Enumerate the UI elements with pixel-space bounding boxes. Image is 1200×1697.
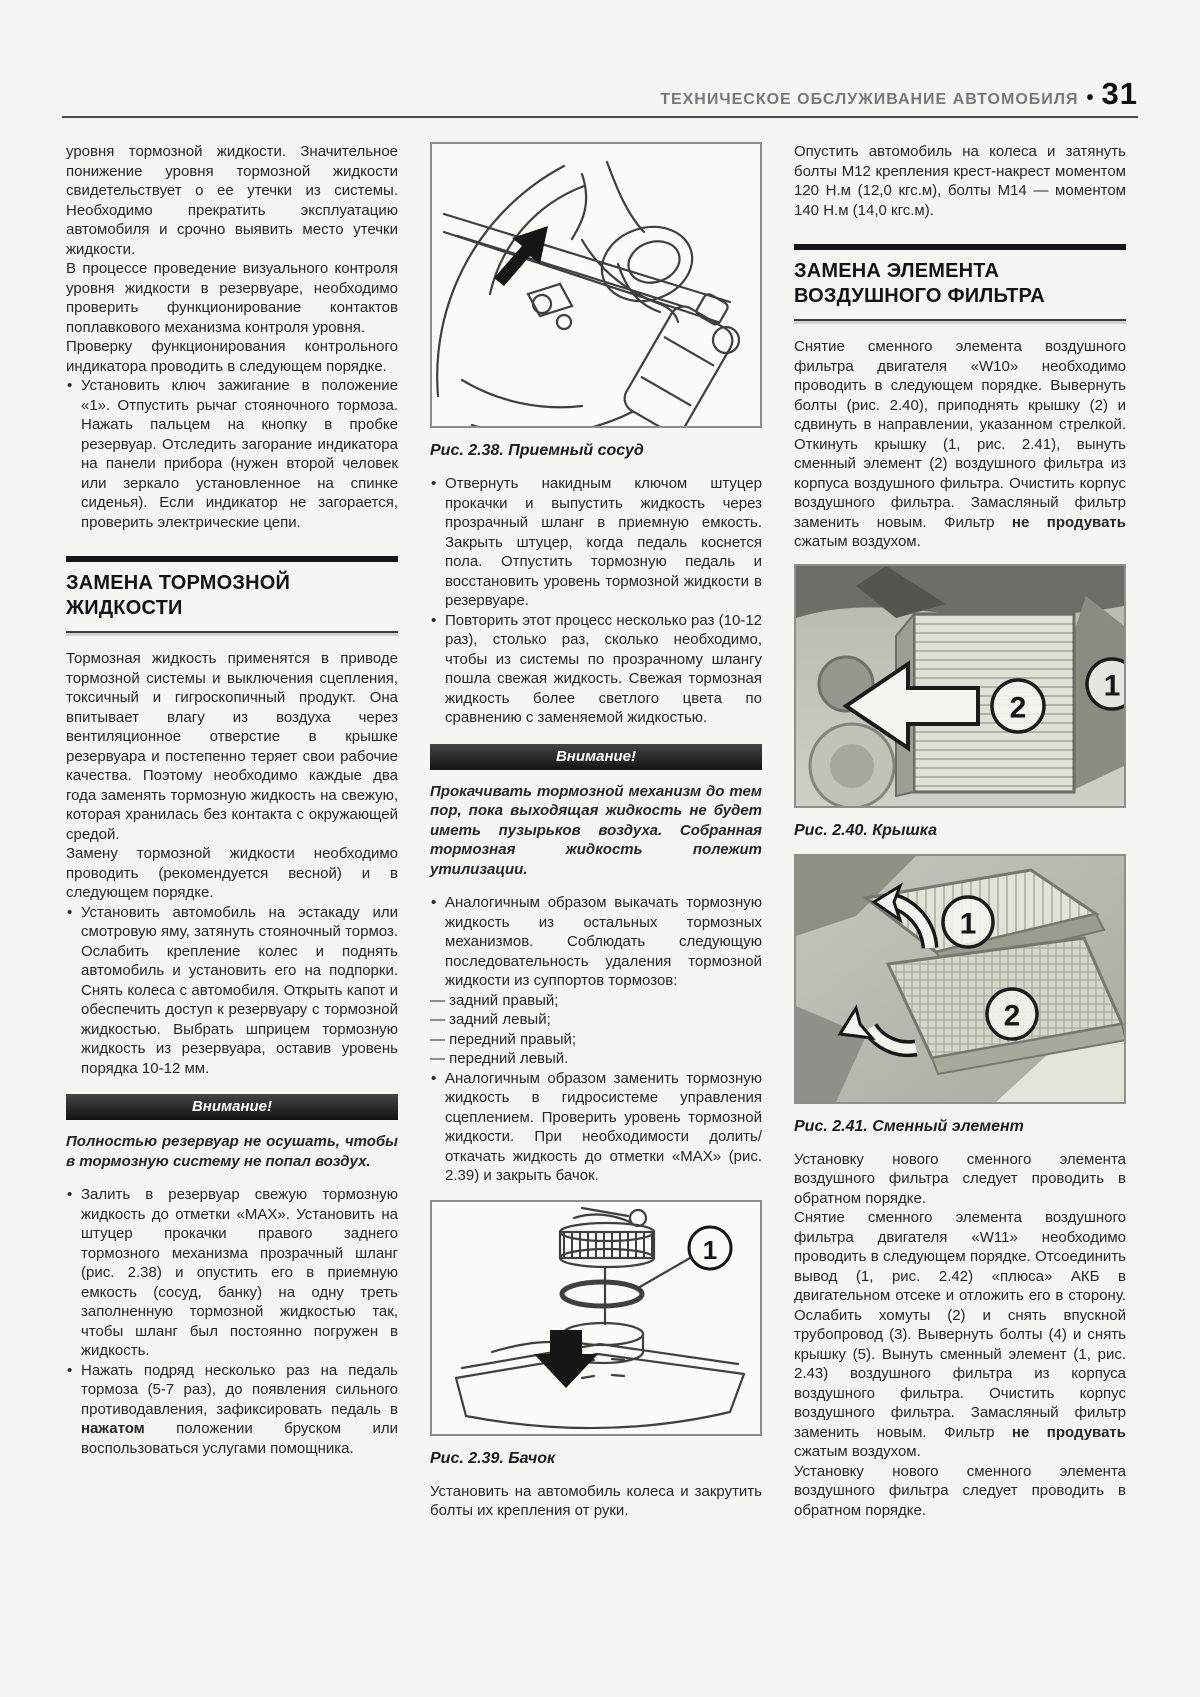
list-item: • Установить автомобиль на эстакаду или смотровую яму, затянуть стояночный тормоз. Ослабить крепление колес и поднять автомобиль и установить его на подпорки. Снять колеса с автомобиля. Открыть капот и обеспечить доступ к резервуару с тормозной жидкостью. Выбрать шприцем тормозную жидкость из резервуара, оставив уровень порядка 10-12 мм. <box>66 903 398 1079</box>
text-run: Снятие сменного элемента воздушного фильтра двигателя «W11» необходимо проводить в следующем порядке. Отсоединить вывод (1, рис. 2.42) «плюса» АКБ в двигательном отсеке и отложить его в сторону. Ослабить хомуты (2) и снять впускной трубопровод (3). Вывернуть болты (4) и снять крышку (5). Вынуть сменный элемент (1, рис. 2.43) воздушного фильтра из корпуса воздушного фильтра. Очистить корпус воздушного фильтра. Замасляный фильтр заменить новым. Фильтр <box>794 1209 1126 1441</box>
attention-text: Полностью резервуар не осушать, чтобы в тормозную систему не попал воздух. <box>66 1133 398 1170</box>
list-item: • Аналогичным образом заменить тормозную жидкость в гидросистеме управления сцеплением. Проверить уровень тормозной жидкости. При необходимости долить/откачать жидкость до отметки «MAX» (рис. 2.39) и закрыть бачок. <box>430 1069 762 1186</box>
svg-text:1: 1 <box>702 1234 718 1265</box>
figure-2-40-box <box>794 564 1126 808</box>
figure-2-39-caption: Рис. 2.39. Бачок <box>430 1449 556 1467</box>
callout-1-badge <box>689 1227 731 1269</box>
column-right <box>794 142 1126 1521</box>
attention-bar: Внимание! <box>66 1094 398 1120</box>
attention-text: Прокачивать тормозной механизм до тем пор, пока выходящая жидкость не будет иметь пузырьков воздуха. Собранная тормозная жидкость полежит утилизации. <box>430 782 762 878</box>
paragraph <box>794 337 1126 552</box>
list-item: • Отвернуть накидным ключом штуцер прокачки и выпустить жидкость через прозрачный шланг в приемную емкость. Закрыть штуцер, когда педаль коснется пола. Отпустить тормозную педаль и восстановить уровень тормозной жидкости в резервуаре. <box>430 474 762 611</box>
figure-2-40-caption: Рис. 2.40. Крышка <box>794 821 937 839</box>
callout-2-badge <box>987 989 1037 1039</box>
figure-2-38-caption: Рис. 2.38. Приемный сосуд <box>430 442 644 459</box>
dash-list-item: — задний левый; <box>430 1011 551 1029</box>
text-run: Нажать подряд несколько раз на педаль тормоза (5-7 раз), до появления сильного противодавления, зафиксировать педаль в <box>81 1361 398 1418</box>
callout-2-badge <box>992 680 1044 732</box>
paragraph <box>794 1208 1126 1462</box>
svg-text:2: 2 <box>1003 999 1021 1033</box>
column-middle <box>430 142 762 1521</box>
figure-2-39-box <box>430 1200 762 1436</box>
paragraph: Установку нового сменного элемента воздушного фильтра следует проводить в обратном порядке. <box>794 1462 1126 1519</box>
text-run: сжатым воздухом. <box>794 533 921 550</box>
paragraph: уровня тормозной жидкости. Значительное понижение уровня тормозной жидкости свидетельствует о ее утечки из системы. Необходимо прекратить эксплуатацию автомобиля и срочно выявить место утечки жидкости. <box>66 143 398 258</box>
section-heading-air-filter: ЗАМЕНА ЭЛЕМЕНТА ВОЗДУШНОГО ФИЛЬТРА <box>794 244 1126 321</box>
callout-1-badge <box>1087 659 1124 709</box>
list-item: • Установить ключ зажигание в положение «1». Отпустить рычаг стояночного тормоза. Нажать пальцем на кнопку в пробке резервуар. Отследить загорание индикатора на панели прибора (нужен второй человек или зеркало установленное на спинке сиденья). Если индикатор не загорается, проверить электрические цепи. <box>66 376 398 532</box>
figure-2-39-drawing <box>432 1202 760 1434</box>
page-header <box>62 0 1138 118</box>
callout-1-badge <box>943 897 993 947</box>
paragraph: Установку нового сменного элемента воздушного фильтра следует проводить в обратном порядке. <box>794 1150 1126 1207</box>
list-item: • Залить в резервуар свежую тормозную жидкость до отметки «MAX». Установить на штуцер прокачки правого заднего тормозного механизма прозрачный шланг (рис. 2.38) и опустить его в приемную емкость (сосуд, банку) на одну треть заполненную тормозной жидкостью так, чтобы шланг был постоянно погружен в жидкость. <box>66 1185 398 1361</box>
figure-2-38-box <box>430 142 762 428</box>
running-head: ТЕХНИЧЕСКОЕ ОБСЛУЖИВАНИЕ АВТОМОБИЛЯ <box>660 91 1079 108</box>
arrow-icon <box>494 226 548 286</box>
svg-text:1: 1 <box>1103 669 1121 702</box>
figure-2-41-caption: Рис. 2.41. Сменный элемент <box>794 1117 1024 1135</box>
dash-list-item: — передний левый. <box>430 1050 569 1068</box>
list-item: • Повторить этот процесс несколько раз (10-12 раз), столько раз, сколько необходимо, чтобы из системы по прозрачному шлангу пошла свежая жидкость. Свежая тормозная жидкость более светлого цвета по сравнению с заменяемой жидкостью. <box>430 611 762 728</box>
list-item: • Аналогичным образом выкачать тормозную жидкость из остальных тормозных механизмов. Соблюдать следующую последовательность удаления тормозной жидкости из суппортов тормозов: <box>430 893 762 991</box>
paragraph: Замену тормозной жидкости необходимо проводить (рекомендуется весной) и в следующем порядке. <box>66 845 398 901</box>
page-number: 31 <box>1101 76 1138 111</box>
column-left <box>66 142 398 1521</box>
paragraph: В процессе проведение визуального контроля уровня жидкости в резервуаре, необходимо проверить функционирование контактов поплавкового механизма контроля уровня. <box>66 260 398 336</box>
figure-2-41-box <box>794 854 1126 1104</box>
text-run: Снятие сменного элемента воздушного фильтра двигателя «W10» необходимо проводить в следующем порядке. Вывернуть болты (рис. 2.40), приподнять крышку (2) и сдвинуть в направлении, указанном стрелкой. Откинуть крышку (1, рис. 2.41), вынуть сменный элемент (2) воздушного фильтра из корпуса воздушного фильтра. Очистить корпус воздушного фильтра. Замасляный фильтр заменить новым. Фильтр <box>794 338 1126 531</box>
bold-run: нажатом <box>81 1420 145 1437</box>
dash-list-item: — задний правый; <box>430 991 559 1009</box>
bold-run: не продувать <box>1011 1423 1126 1441</box>
text-run: положении бруском или воспользоваться услугами помощника. <box>81 1420 398 1457</box>
three-column-layout <box>0 118 1200 1521</box>
paragraph: Установить на автомобиль колеса и закрутить болты их крепления от руки. <box>430 1482 762 1520</box>
header-bullet: • <box>1086 87 1094 109</box>
svg-text:2: 2 <box>1009 691 1027 724</box>
figure-2-41-photo <box>796 856 1124 1102</box>
attention-bar: Внимание! <box>430 744 762 770</box>
paragraph: Опустить автомобиль на колеса и затянуть болты М12 крепления крест-накрест моментом 120 Н.м (12,0 кгс.м), болты М14 — моментом 140 Н.м (14,0 кгс.м). <box>794 143 1126 219</box>
arrow-down-icon <box>534 1330 598 1388</box>
paragraph: Тормозная жидкость применятся в приводе тормозной системы и выключения сцепления, токсичный и гигроскопичный продукт. Она впитывает влагу из воздуха через вентиляционное отверстие в крышке резервуара и постепенно теряет свои рабочие качества. Поэтому необходимо каждые два года заменять тормозную жидкость на свежую, которая хранилась без контакта с окружающей средой. <box>66 650 398 843</box>
figure-2-40-photo <box>796 566 1124 806</box>
list-item <box>66 1361 398 1459</box>
paragraph: Проверку функционирования контрольного индикатора проводить в следующем порядке. <box>66 338 398 375</box>
dash-list-item: — передний правый; <box>430 1030 577 1048</box>
bold-run: не продувать <box>1011 513 1126 531</box>
text-run: сжатым воздухом. <box>794 1443 921 1461</box>
figure-2-38-drawing <box>432 144 760 426</box>
section-heading-brake-fluid: ЗАМЕНА ТОРМОЗНОЙ ЖИДКОСТИ <box>66 556 398 633</box>
svg-text:1: 1 <box>959 907 977 941</box>
